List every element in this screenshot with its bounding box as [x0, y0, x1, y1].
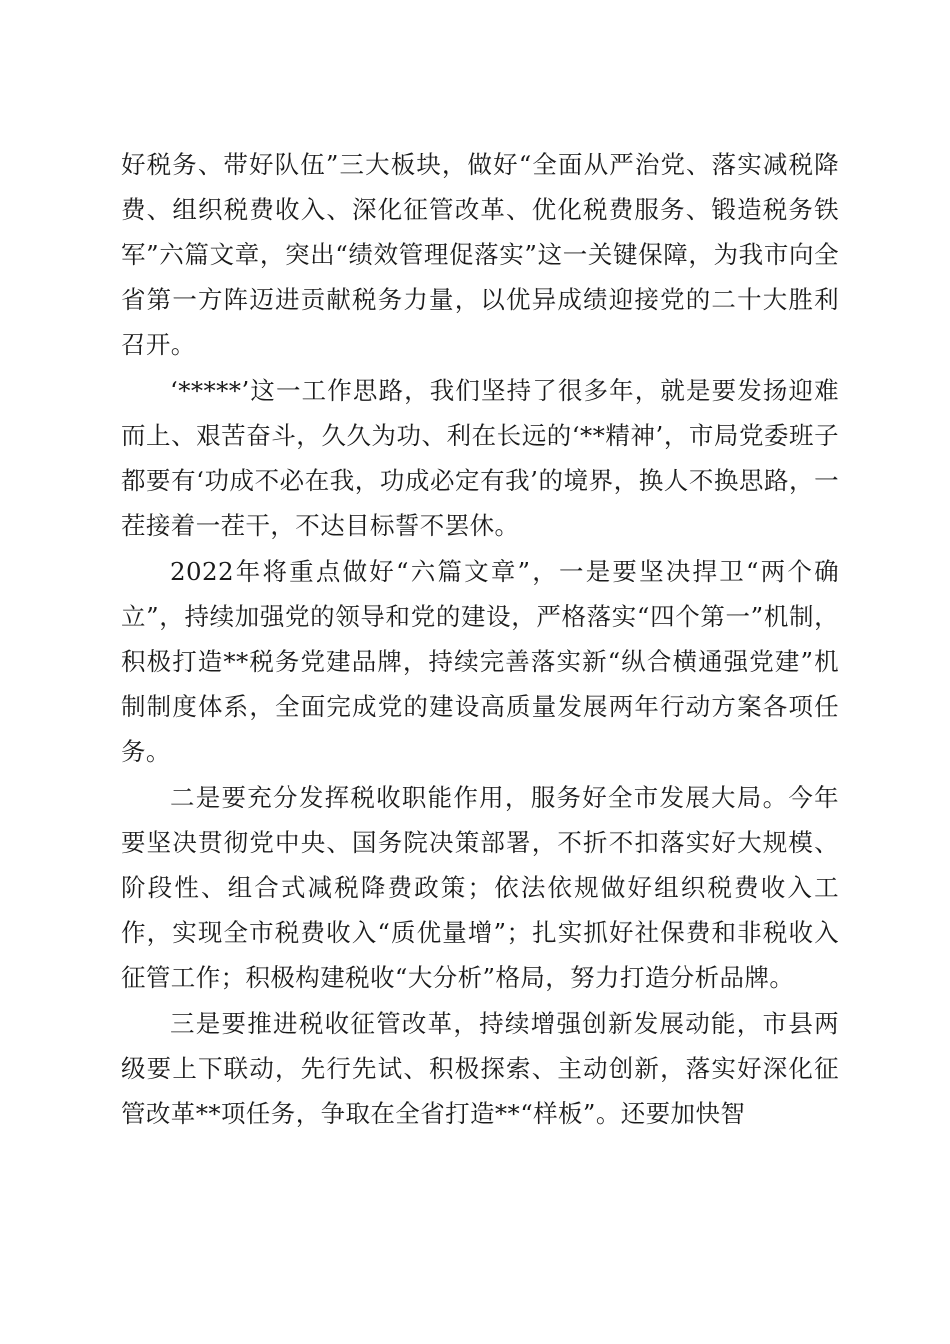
- paragraph-1: 好税务、带好队伍”三大板块，做好“全面从严治党、落实减税降费、组织税费收入、深化征管改革、优化税费服务、锻造税务铁军”六篇文章，突出“绩效管理促落实”这一关键保障，为我市向全省第一方阵迈进贡献税务力量，以优异成绩迎接党的二十大胜利召开。: [121, 150, 839, 359]
- paragraph-3: 2022年将重点做好“六篇文章”，一是要坚决捍卫“两个确立”，持续加强党的领导和党的建设，严格落实“四个第一”机制，积极打造**税务党建品牌，持续完善落实新“纵合横通强党建”机制制度体系，全面完成党的建设高质量发展两年行动方案各项任务。: [121, 557, 839, 766]
- paragraph-4: 二是要充分发挥税收职能作用，服务好全市发展大局。今年要坚决贯彻党中央、国务院决策部署，不折不扣落实好大规模、阶段性、组合式减税降费政策；依法依规做好组织税费收入工作，实现全市税费收入“质优量增”；扎实抓好社保费和非税收入征管工作；积极构建税收“大分析”格局，努力打造分析品牌。: [121, 783, 839, 992]
- paragraph-5: 三是要推进税收征管改革，持续增强创新发展动能，市县两级要上下联动，先行先试、积极探索、主动创新，落实好深化征管改革**项任务，争取在全省打造**“样板”。还要加快智: [121, 1009, 839, 1128]
- document-body: [121, 142, 839, 1136]
- paragraph-2: ‘*****’这一工作思路，我们坚持了很多年，就是要发扬迎难而上、艰苦奋斗，久久为功、利在长远的‘**精神’，市局党委班子都要有‘功成不必在我，功成必定有我’的境界，换人不换思路，一茬接着一茬干，不达目标誓不罢休。: [121, 376, 839, 540]
